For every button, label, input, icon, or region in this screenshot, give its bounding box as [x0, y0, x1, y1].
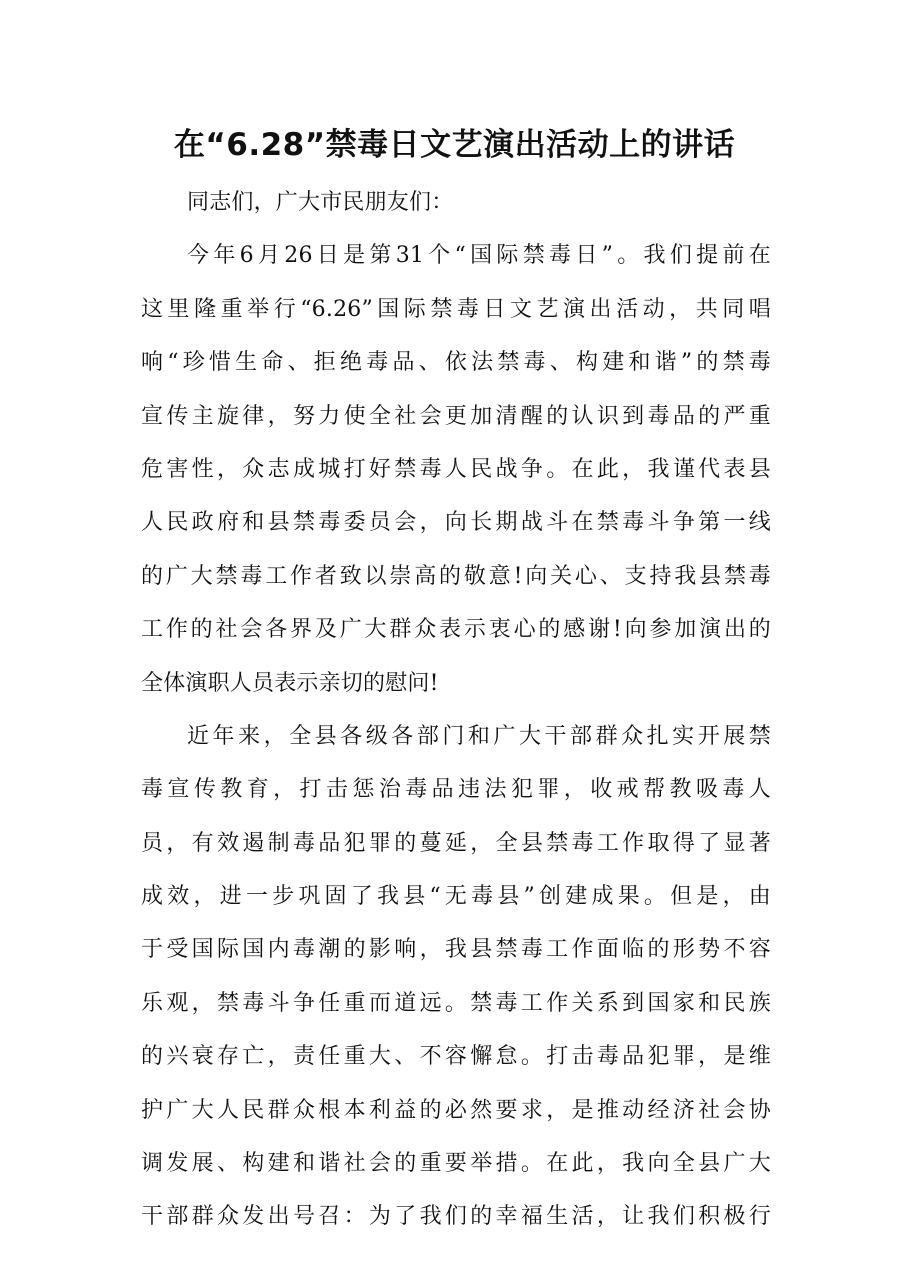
paragraph-1-line: 响“珍惜生命、拒绝毒品、依法禁毒、构建和谐”的禁毒: [141, 350, 771, 376]
paragraph-1-line: 人民政府和县禁毒委员会，向长期战斗在禁毒斗争第一线: [141, 510, 771, 536]
paragraph-1-line: 这里隆重举行“6.26”国际禁毒日文艺演出活动，共同唱: [141, 296, 771, 322]
paragraph-2-line: 成效，进一步巩固了我县“无毒县”创建成果。但是，由: [141, 884, 771, 910]
paragraph-1-line: 宣传主旋律，努力使全社会更加清醒的认识到毒品的严重: [141, 403, 771, 429]
document-title: 在“6.28”禁毒日文艺演出活动上的讲话: [173, 127, 736, 163]
paragraph-1-line: 危害性，众志成城打好禁毒人民战争。在此，我谨代表县: [141, 456, 771, 482]
paragraph-1-line: 工作的社会各界及广大群众表示衷心的感谢!向参加演出的: [141, 617, 771, 643]
paragraph-2-line: 乐观，禁毒斗争任重而道远。禁毒工作关系到国家和民族: [141, 990, 771, 1016]
paragraph-2-line: 的兴衰存亡，责任重大、不容懈怠。打击毒品犯罪，是维: [141, 1044, 771, 1070]
paragraph-2-line: 调发展、构建和谐社会的重要举措。在此，我向全县广大: [141, 1151, 771, 1177]
paragraph-1-line: 今年6月26日是第31个“国际禁毒日”。我们提前在: [187, 243, 771, 269]
greeting-line: 同志们，广大市民朋友们：: [187, 190, 454, 215]
paragraph-2-line: 护广大人民群众根本利益的必然要求，是推动经济社会协: [141, 1097, 771, 1123]
paragraph-2-line: 干部群众发出号召：为了我们的幸福生活，让我们积极行: [141, 1204, 771, 1230]
paragraph-2-line: 近年来，全县各级各部门和广大干部群众扎实开展禁: [187, 723, 771, 749]
paragraph-1-line: 全体演职人员表示亲切的慰问!: [141, 670, 439, 696]
document-body: [141, 176, 771, 1244]
paragraph-2-line: 毒宣传教育，打击惩治毒品违法犯罪，收戒帮教吸毒人: [141, 777, 771, 803]
paragraph-2-line: 员，有效遏制毒品犯罪的蔓延，全县禁毒工作取得了显著: [141, 830, 771, 856]
paragraph-1-line: 的广大禁毒工作者致以崇高的敬意!向关心、支持我县禁毒: [141, 563, 771, 589]
paragraph-2-line: 于受国际国内毒潮的影响，我县禁毒工作面临的形势不容: [141, 937, 771, 963]
